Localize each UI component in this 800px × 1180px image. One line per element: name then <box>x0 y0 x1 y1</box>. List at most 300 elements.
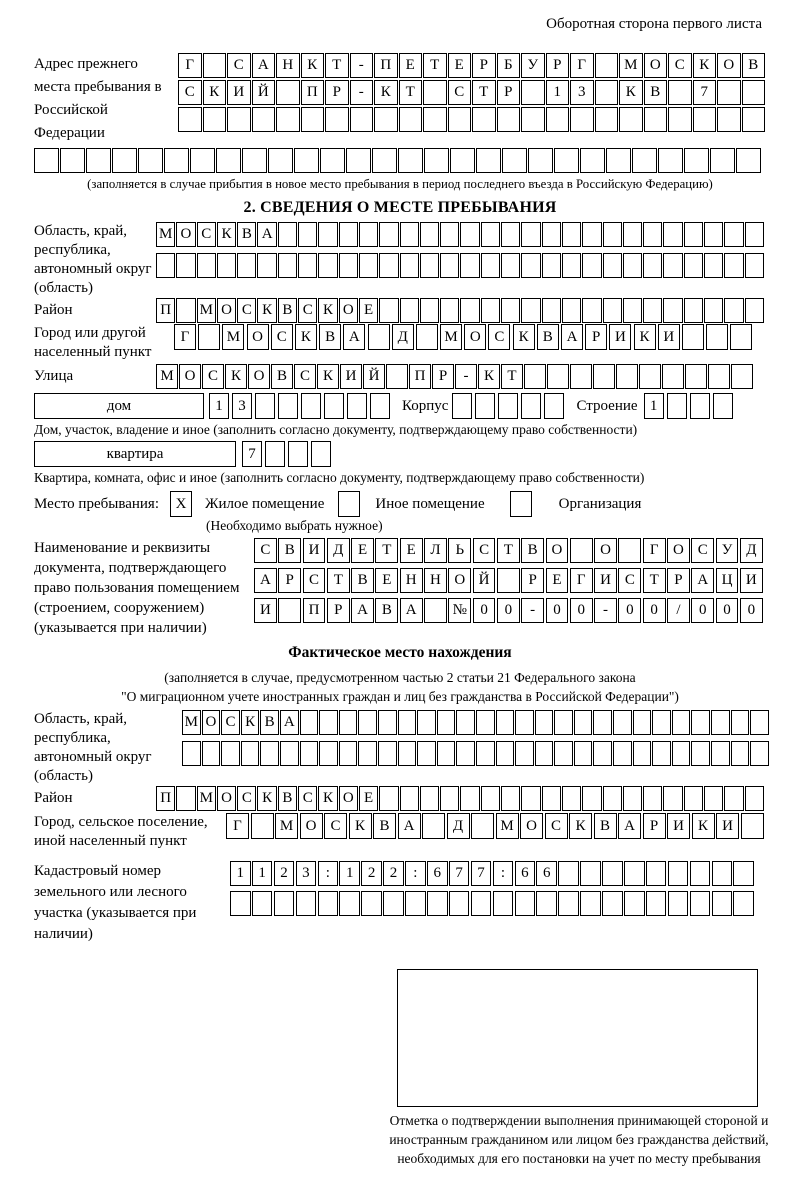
char-cell: С <box>197 222 216 247</box>
char-cell: У <box>716 538 739 563</box>
char-cell: Л <box>424 538 447 563</box>
char-cell: Р <box>432 364 454 389</box>
char-cell <box>417 710 436 735</box>
char-cell <box>276 80 300 105</box>
char-cell <box>501 298 520 323</box>
char-cell <box>733 891 754 916</box>
char-cell <box>460 222 479 247</box>
char-cell <box>685 364 707 389</box>
char-cell: Т <box>327 568 350 593</box>
cadastral-label: Кадастровый номер земельного или лесного участка (указывается при наличии) <box>34 863 197 942</box>
region2-rows <box>182 710 769 766</box>
char-cell <box>515 891 536 916</box>
char-cell: С <box>178 80 202 105</box>
char-cell: К <box>217 222 236 247</box>
char-cell: К <box>301 53 325 78</box>
char-cell <box>257 253 276 278</box>
char-cell <box>593 710 612 735</box>
char-cell <box>112 148 137 173</box>
char-cell <box>456 710 475 735</box>
char-cell: К <box>619 80 643 105</box>
char-cell: О <box>248 364 270 389</box>
char-cell: В <box>278 298 297 323</box>
char-cell <box>138 148 163 173</box>
char-cell <box>684 148 709 173</box>
stay-type-line <box>34 491 766 517</box>
char-cell <box>663 222 682 247</box>
char-cell: 0 <box>618 598 641 623</box>
char-cell <box>547 364 569 389</box>
char-cell <box>745 253 764 278</box>
char-cell <box>190 148 215 173</box>
char-cell: О <box>520 813 543 839</box>
char-cell: 3 <box>296 861 317 886</box>
char-cell <box>230 891 251 916</box>
char-cell <box>570 538 593 563</box>
char-cell: П <box>156 786 175 811</box>
char-cell: Й <box>473 568 496 593</box>
char-cell: 0 <box>643 598 666 623</box>
char-cell: Г <box>570 568 593 593</box>
char-cell: И <box>740 568 763 593</box>
char-cell: Н <box>276 53 300 78</box>
char-cell: К <box>513 324 535 350</box>
char-cell: В <box>237 222 256 247</box>
char-cell <box>448 107 472 132</box>
char-cell <box>691 710 710 735</box>
char-cell <box>437 741 456 766</box>
char-cell: С <box>227 53 251 78</box>
actual-location-caption-2: "О миграционном учете иностранных граждан и лиц без гражданства в Российской Федерации") <box>121 689 679 704</box>
char-cell: М <box>156 364 178 389</box>
char-cell <box>521 80 545 105</box>
prev-address-block <box>34 53 766 145</box>
stroenie-cells <box>644 393 733 419</box>
char-cell <box>554 148 579 173</box>
apartment-caption: Квартира, комната, офис и иное (заполнить согласно документу, подтверждающему право собственности) <box>34 470 645 485</box>
char-cell <box>624 891 645 916</box>
city2-label: Город, сельское поселение, иной населенный пункт <box>34 814 208 849</box>
char-cell: О <box>667 538 690 563</box>
char-cell <box>472 107 496 132</box>
char-cell <box>562 786 581 811</box>
char-cell: Т <box>325 53 349 78</box>
char-cell: Д <box>447 813 470 839</box>
char-cell: 0 <box>497 598 520 623</box>
char-cell <box>742 107 766 132</box>
char-cell <box>420 253 439 278</box>
char-cell <box>646 861 667 886</box>
char-cell: М <box>197 298 216 323</box>
actual-location-title: Фактическое место нахождения <box>288 644 512 661</box>
char-cell: Ц <box>716 568 739 593</box>
char-cell <box>423 80 447 105</box>
char-cell <box>542 786 561 811</box>
document-row-1 <box>254 538 763 563</box>
char-cell: И <box>227 80 251 105</box>
char-cell <box>203 107 227 132</box>
char-cell: Г <box>643 538 666 563</box>
district2-label: Район <box>34 790 73 806</box>
char-cell: Е <box>351 538 374 563</box>
char-cell <box>724 222 743 247</box>
char-cell: О <box>448 568 471 593</box>
char-cell <box>667 393 687 419</box>
char-cell <box>294 148 319 173</box>
char-cell <box>542 222 561 247</box>
char-cell: А <box>343 324 365 350</box>
char-cell <box>475 393 495 419</box>
char-cell <box>280 741 299 766</box>
region-row-2 <box>156 253 764 278</box>
char-cell <box>424 148 449 173</box>
char-cell: 6 <box>427 861 448 886</box>
street-row <box>156 364 753 389</box>
house-caption: Дом, участок, владение и иное (заполнить согласно документу, подтверждающему право собственности) <box>34 422 638 437</box>
char-cell <box>350 107 374 132</box>
char-cell: : <box>405 861 426 886</box>
char-cell <box>416 324 438 350</box>
char-cell <box>750 741 769 766</box>
char-cell <box>379 298 398 323</box>
char-cell <box>422 813 445 839</box>
char-cell: В <box>351 568 374 593</box>
char-cell <box>521 786 540 811</box>
char-cell <box>288 441 308 467</box>
char-cell <box>423 107 447 132</box>
house-box: дом <box>34 393 204 419</box>
char-cell: : <box>493 861 514 886</box>
char-cell <box>379 222 398 247</box>
char-cell: К <box>478 364 500 389</box>
char-cell <box>644 107 668 132</box>
char-cell <box>724 298 743 323</box>
char-cell <box>562 253 581 278</box>
char-cell: Р <box>643 813 666 839</box>
char-cell <box>712 861 733 886</box>
char-cell <box>593 364 615 389</box>
char-cell: Г <box>570 53 594 78</box>
char-cell <box>318 222 337 247</box>
char-cell <box>521 393 541 419</box>
char-cell <box>742 80 766 105</box>
char-cell <box>724 786 743 811</box>
char-cell: С <box>668 53 692 78</box>
document-label: Наименование и реквизиты документа, подтверждающего право пользования помещением (строением, сооружением) (указывается при наличии) <box>34 540 240 636</box>
char-cell <box>745 298 764 323</box>
char-cell: И <box>658 324 680 350</box>
char-cell: О <box>594 538 617 563</box>
char-cell <box>606 148 631 173</box>
char-cell <box>690 861 711 886</box>
char-cell: И <box>303 538 326 563</box>
option-label-dwelling: Жилое помещение <box>205 496 325 512</box>
char-cell: 1 <box>546 80 570 105</box>
char-cell <box>684 222 703 247</box>
char-cell <box>658 148 683 173</box>
char-cell <box>476 710 495 735</box>
char-cell <box>268 148 293 173</box>
char-cell <box>668 861 689 886</box>
district-label: Район <box>34 302 73 318</box>
char-cell <box>602 861 623 886</box>
char-cell <box>278 393 298 419</box>
char-cell <box>690 393 710 419</box>
char-cell <box>521 253 540 278</box>
char-cell <box>339 253 358 278</box>
char-cell: К <box>693 53 717 78</box>
cadastral-rows <box>230 861 754 916</box>
char-cell <box>542 253 561 278</box>
char-cell <box>319 710 338 735</box>
district2-line <box>34 786 766 811</box>
district2-row <box>156 786 764 811</box>
char-cell <box>398 741 417 766</box>
prev-address-label: Адрес прежнего места пребывания в Российской Федерации <box>34 56 162 141</box>
char-cell: Е <box>448 53 472 78</box>
char-cell: - <box>521 598 544 623</box>
char-cell: В <box>742 53 766 78</box>
char-cell <box>603 298 622 323</box>
char-cell <box>502 148 527 173</box>
char-cell: 0 <box>570 598 593 623</box>
char-cell <box>383 891 404 916</box>
char-cell: С <box>298 298 317 323</box>
char-cell <box>593 741 612 766</box>
char-cell <box>300 710 319 735</box>
char-cell <box>570 364 592 389</box>
char-cell: Т <box>497 538 520 563</box>
char-cell <box>521 107 545 132</box>
region-label: Область, край, республика, автономный округ (область) <box>34 223 152 296</box>
char-cell: О <box>339 786 358 811</box>
char-cell: А <box>351 598 374 623</box>
char-cell: С <box>221 710 240 735</box>
house-cells <box>209 393 390 419</box>
char-cell: 2 <box>274 861 295 886</box>
char-cell: О <box>464 324 486 350</box>
char-cell <box>400 253 419 278</box>
char-cell <box>164 148 189 173</box>
char-cell <box>476 741 495 766</box>
char-cell: П <box>156 298 175 323</box>
char-cell <box>320 148 345 173</box>
char-cell: Е <box>546 568 569 593</box>
char-cell <box>595 53 619 78</box>
char-cell <box>515 741 534 766</box>
char-cell <box>745 222 764 247</box>
char-cell <box>668 891 689 916</box>
char-cell <box>324 393 344 419</box>
char-cell <box>399 107 423 132</box>
char-cell <box>618 538 641 563</box>
char-cell <box>580 891 601 916</box>
char-cell: А <box>561 324 583 350</box>
korpus-cells <box>452 393 564 419</box>
char-cell <box>663 786 682 811</box>
korpus-label: Корпус <box>402 398 449 414</box>
region-rows <box>156 222 764 278</box>
char-cell: 0 <box>691 598 714 623</box>
char-cell <box>706 324 728 350</box>
char-cell <box>481 253 500 278</box>
stroenie-label: Строение <box>576 398 638 414</box>
char-cell <box>251 813 274 839</box>
char-cell <box>265 441 285 467</box>
char-cell <box>450 148 475 173</box>
char-cell: 1 <box>339 861 360 886</box>
char-cell: А <box>618 813 641 839</box>
char-cell <box>731 710 750 735</box>
char-cell <box>296 891 317 916</box>
char-cell <box>616 364 638 389</box>
char-cell <box>691 741 710 766</box>
char-cell: 0 <box>716 598 739 623</box>
cadastral-block <box>34 861 766 945</box>
char-cell: 1 <box>644 393 664 419</box>
char-cell <box>347 393 367 419</box>
char-cell: О <box>247 324 269 350</box>
region-block <box>34 222 766 298</box>
char-cell <box>704 253 723 278</box>
char-cell: Р <box>278 568 301 593</box>
char-cell <box>704 786 723 811</box>
char-cell: 1 <box>230 861 251 886</box>
char-cell: Р <box>521 568 544 593</box>
char-cell <box>603 222 622 247</box>
prev-address-rows <box>178 53 765 132</box>
street-label: Улица <box>34 368 74 384</box>
char-cell: А <box>257 222 276 247</box>
prev-address-row-3 <box>178 107 765 132</box>
char-cell <box>405 891 426 916</box>
char-cell <box>693 107 717 132</box>
char-cell: В <box>278 538 301 563</box>
char-cell <box>471 891 492 916</box>
char-cell: И <box>716 813 739 839</box>
option-label-organization: Организация <box>558 496 642 512</box>
char-cell <box>733 861 754 886</box>
char-cell: С <box>473 538 496 563</box>
char-cell <box>515 710 534 735</box>
char-cell <box>398 148 423 173</box>
char-cell: № <box>448 598 471 623</box>
char-cell <box>449 891 470 916</box>
char-cell: Д <box>327 538 350 563</box>
char-cell: Т <box>375 538 398 563</box>
char-cell: С <box>202 364 224 389</box>
char-cell <box>221 741 240 766</box>
char-cell: Е <box>359 298 378 323</box>
char-cell: В <box>271 364 293 389</box>
city2-line <box>34 813 766 851</box>
char-cell <box>301 393 321 419</box>
char-cell: П <box>303 598 326 623</box>
section2-title: 2. СВЕДЕНИЯ О МЕСТЕ ПРЕБЫВАНИЯ <box>243 199 557 216</box>
char-cell <box>501 253 520 278</box>
char-cell: К <box>318 298 337 323</box>
char-cell <box>595 107 619 132</box>
document-rows <box>254 538 763 623</box>
prev-address-row-1 <box>178 53 765 78</box>
char-cell <box>623 253 642 278</box>
char-cell <box>595 80 619 105</box>
char-cell: Й <box>252 80 276 105</box>
region2-label: Область, край, республика, автономный округ (область) <box>34 711 152 784</box>
char-cell <box>202 741 221 766</box>
house-line <box>34 393 766 419</box>
char-cell <box>300 741 319 766</box>
char-cell: Г <box>174 324 196 350</box>
char-cell: 1 <box>252 861 273 886</box>
char-cell <box>471 813 494 839</box>
char-cell: 1 <box>209 393 229 419</box>
char-cell <box>440 786 459 811</box>
char-cell <box>203 53 227 78</box>
char-cell <box>420 786 439 811</box>
char-cell: - <box>350 53 374 78</box>
char-cell: Г <box>178 53 202 78</box>
char-cell <box>427 891 448 916</box>
char-cell <box>339 891 360 916</box>
prev-address-row-2 <box>178 80 765 105</box>
char-cell <box>690 891 711 916</box>
char-cell <box>643 786 662 811</box>
street-line <box>34 364 766 389</box>
char-cell <box>574 741 593 766</box>
char-cell <box>643 298 662 323</box>
char-cell <box>460 298 479 323</box>
char-cell: И <box>594 568 617 593</box>
document-row-2 <box>254 568 763 593</box>
char-cell <box>613 741 632 766</box>
char-cell <box>536 891 557 916</box>
region-row-1 <box>156 222 764 247</box>
char-cell <box>496 710 515 735</box>
char-cell <box>452 393 472 419</box>
char-cell <box>639 364 661 389</box>
char-cell <box>582 298 601 323</box>
char-cell: О <box>300 813 323 839</box>
char-cell: В <box>375 598 398 623</box>
char-cell <box>501 222 520 247</box>
char-cell: Т <box>472 80 496 105</box>
char-cell <box>623 298 642 323</box>
char-cell <box>156 253 175 278</box>
char-cell <box>496 741 515 766</box>
char-cell: О <box>644 53 668 78</box>
char-cell <box>400 786 419 811</box>
char-cell <box>378 710 397 735</box>
char-cell: 3 <box>570 80 594 105</box>
char-cell: М <box>197 786 216 811</box>
char-cell <box>663 298 682 323</box>
char-cell <box>731 364 753 389</box>
char-cell: И <box>340 364 362 389</box>
char-cell: К <box>225 364 247 389</box>
char-cell: В <box>260 710 279 735</box>
char-cell <box>420 222 439 247</box>
char-cell <box>582 253 601 278</box>
char-cell <box>440 222 459 247</box>
char-cell <box>498 393 518 419</box>
char-cell: А <box>280 710 299 735</box>
char-cell <box>603 253 622 278</box>
city2-row <box>226 813 764 839</box>
char-cell <box>633 710 652 735</box>
char-cell: А <box>252 53 276 78</box>
char-cell <box>684 253 703 278</box>
